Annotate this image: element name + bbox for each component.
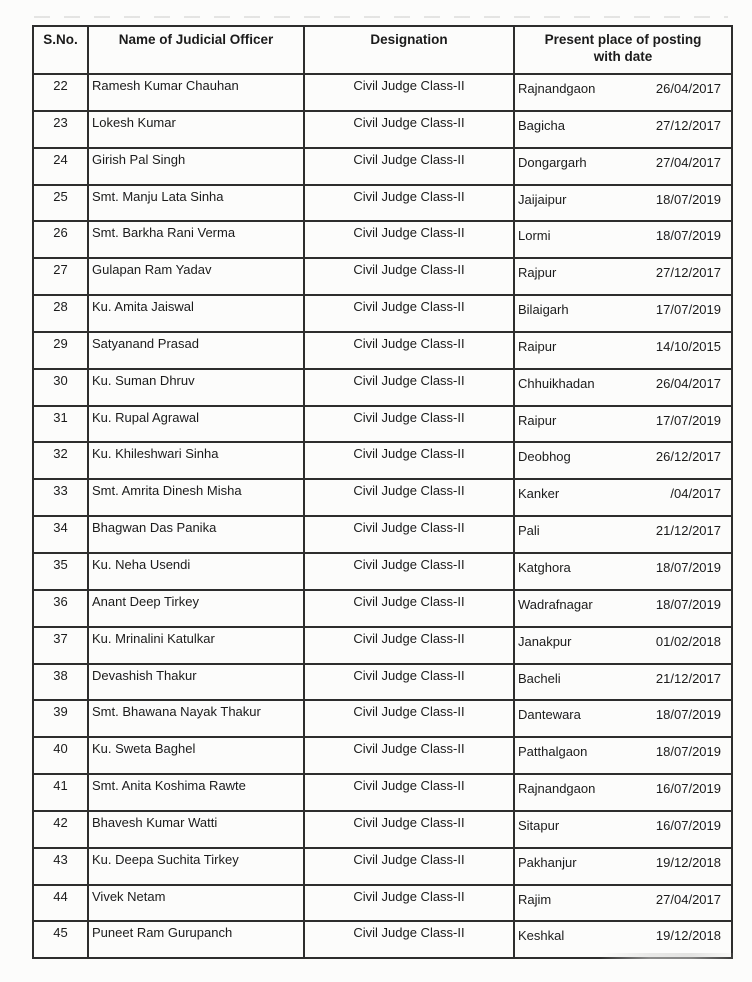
header-row — [33, 26, 732, 74]
cell-serial-number: 22 — [33, 74, 88, 111]
posting-wrap — [515, 594, 731, 613]
cell-posting — [514, 479, 732, 516]
cell-officer-name: Ku. Mrinalini Katulkar — [88, 627, 304, 664]
cell-officer-name: Anant Deep Tirkey — [88, 590, 304, 627]
cell-posting-date: 19/12/2018 — [655, 854, 721, 870]
posting-wrap — [515, 520, 731, 539]
cell-designation: Civil Judge Class-II — [304, 295, 514, 332]
posting-wrap — [515, 483, 731, 502]
cell-posting-place: Rajnandgaon — [518, 781, 596, 797]
cell-designation: Civil Judge Class-II — [304, 737, 514, 774]
cell-posting — [514, 406, 732, 443]
cell-serial-number: 27 — [33, 258, 88, 295]
cell-posting-place: Dantewara — [518, 707, 581, 723]
cell-posting — [514, 700, 732, 737]
cell-posting-date: 17/07/2019 — [655, 412, 721, 428]
cell-posting-place: Rajnandgaon — [518, 81, 596, 96]
cell-designation: Civil Judge Class-II — [304, 369, 514, 406]
posting-wrap — [515, 778, 731, 797]
cell-posting-place: Pakhanjur — [518, 854, 577, 870]
cell-posting-date: 21/12/2017 — [655, 670, 721, 686]
cell-designation: Civil Judge Class-II — [304, 442, 514, 479]
header-sno: S.No. — [33, 26, 88, 74]
cell-posting-date: 26/12/2017 — [655, 449, 721, 465]
cell-posting-place: Bilaigarh — [518, 302, 569, 318]
cell-serial-number: 38 — [33, 664, 88, 701]
posting-wrap — [515, 152, 731, 171]
cell-posting — [514, 185, 732, 222]
posting-wrap — [515, 668, 731, 687]
cell-designation: Civil Judge Class-II — [304, 74, 514, 111]
cell-posting — [514, 369, 732, 406]
header-place-line1: Present place of posting — [544, 32, 702, 47]
cell-serial-number: 43 — [33, 848, 88, 885]
posting-wrap — [515, 299, 731, 318]
table-row — [33, 737, 732, 774]
cell-designation: Civil Judge Class-II — [304, 406, 514, 443]
table-row — [33, 369, 732, 406]
cell-designation: Civil Judge Class-II — [304, 258, 514, 295]
cell-posting-place: Patthalgaon — [518, 744, 588, 760]
cell-posting — [514, 148, 732, 185]
posting-wrap — [515, 741, 731, 760]
cell-posting-date: /04/2017 — [670, 486, 721, 502]
cell-posting — [514, 553, 732, 590]
judicial-officers-table — [32, 25, 733, 959]
cell-designation: Civil Judge Class-II — [304, 885, 514, 922]
table-row — [33, 111, 732, 148]
cell-posting-place: Sitapur — [518, 817, 560, 833]
table-row — [33, 811, 732, 848]
cell-serial-number: 23 — [33, 111, 88, 148]
table-row — [33, 516, 732, 553]
cell-officer-name: Ku. Amita Jaiswal — [88, 295, 304, 332]
posting-wrap — [515, 446, 731, 465]
cell-posting-date: 18/07/2019 — [655, 596, 721, 612]
cell-posting-date: 18/07/2019 — [655, 191, 721, 207]
cell-posting — [514, 811, 732, 848]
cell-posting-place: Raipur — [518, 412, 557, 428]
cell-posting — [514, 664, 732, 701]
cell-posting-date: 27/12/2017 — [655, 117, 721, 133]
cell-officer-name: Devashish Thakur — [88, 664, 304, 701]
posting-wrap — [515, 336, 731, 355]
posting-wrap — [515, 704, 731, 723]
table-row — [33, 774, 732, 811]
cell-posting-place: Chhuikhadan — [518, 375, 595, 391]
posting-wrap — [515, 189, 731, 208]
cell-serial-number: 39 — [33, 700, 88, 737]
cell-officer-name: Bhavesh Kumar Watti — [88, 811, 304, 848]
cell-serial-number: 32 — [33, 442, 88, 479]
table-row — [33, 479, 732, 516]
cell-officer-name: Smt. Barkha Rani Verma — [88, 221, 304, 258]
table-row — [33, 221, 732, 258]
cell-designation: Civil Judge Class-II — [304, 774, 514, 811]
cell-posting-place: Katghora — [518, 559, 571, 575]
cell-serial-number: 35 — [33, 553, 88, 590]
cell-posting-date: 27/12/2017 — [655, 265, 721, 281]
cell-posting-date: 18/07/2019 — [655, 559, 721, 575]
table-row — [33, 700, 732, 737]
cell-officer-name: Vivek Netam — [88, 885, 304, 922]
table-row — [33, 74, 732, 111]
cell-serial-number: 45 — [33, 921, 88, 958]
cell-serial-number: 44 — [33, 885, 88, 922]
cell-serial-number: 42 — [33, 811, 88, 848]
cell-officer-name: Smt. Bhawana Nayak Thakur — [88, 700, 304, 737]
cell-posting-place: Rajim — [518, 891, 552, 907]
cell-posting-date: 18/07/2019 — [655, 228, 721, 244]
table-row — [33, 295, 732, 332]
cell-designation: Civil Judge Class-II — [304, 700, 514, 737]
cell-officer-name: Ku. Sweta Baghel — [88, 737, 304, 774]
cell-officer-name: Smt. Anita Koshima Rawte — [88, 774, 304, 811]
cell-officer-name: Satyanand Prasad — [88, 332, 304, 369]
table-row — [33, 590, 732, 627]
cell-serial-number: 28 — [33, 295, 88, 332]
cell-serial-number: 24 — [33, 148, 88, 185]
table-row — [33, 442, 732, 479]
cell-officer-name: Ku. Khileshwari Sinha — [88, 442, 304, 479]
cell-designation: Civil Judge Class-II — [304, 553, 514, 590]
cell-posting-place: Lormi — [518, 228, 551, 244]
cell-posting — [514, 885, 732, 922]
cell-posting — [514, 295, 732, 332]
cell-serial-number: 33 — [33, 479, 88, 516]
cell-serial-number: 41 — [33, 774, 88, 811]
posting-wrap — [515, 631, 731, 650]
table-body — [33, 74, 732, 958]
cell-officer-name: Ku. Deepa Suchita Tirkey — [88, 848, 304, 885]
cell-designation: Civil Judge Class-II — [304, 627, 514, 664]
header-designation: Designation — [304, 26, 514, 74]
cell-officer-name: Smt. Manju Lata Sinha — [88, 185, 304, 222]
posting-wrap — [515, 78, 731, 97]
cell-serial-number: 37 — [33, 627, 88, 664]
cell-designation: Civil Judge Class-II — [304, 811, 514, 848]
posting-wrap — [515, 373, 731, 392]
cell-posting-date: 19/12/2018 — [655, 928, 721, 944]
cell-posting — [514, 737, 732, 774]
cell-serial-number: 36 — [33, 590, 88, 627]
cell-posting — [514, 590, 732, 627]
posting-wrap — [515, 225, 731, 244]
cell-posting — [514, 221, 732, 258]
cell-posting-date: 16/07/2019 — [655, 817, 721, 833]
scan-artifact-bottom — [600, 953, 740, 959]
cell-posting-place: Pali — [518, 523, 540, 539]
cell-posting-date: 18/07/2019 — [655, 707, 721, 723]
cell-posting-date: 27/04/2017 — [655, 154, 721, 170]
table-row — [33, 848, 732, 885]
cell-serial-number: 30 — [33, 369, 88, 406]
cell-serial-number: 31 — [33, 406, 88, 443]
cell-officer-name: Ramesh Kumar Chauhan — [88, 74, 304, 111]
cell-posting — [514, 848, 732, 885]
cell-posting-place: Bacheli — [518, 670, 561, 686]
cell-serial-number: 29 — [33, 332, 88, 369]
posting-wrap — [515, 889, 731, 908]
cell-posting-place: Deobhog — [518, 449, 571, 465]
posting-wrap — [515, 852, 731, 871]
cell-officer-name: Smt. Amrita Dinesh Misha — [88, 479, 304, 516]
table-row — [33, 332, 732, 369]
cell-posting-date: 17/07/2019 — [655, 302, 721, 318]
cell-posting — [514, 258, 732, 295]
cell-posting-date: 18/07/2019 — [655, 744, 721, 760]
posting-wrap — [515, 262, 731, 281]
cell-designation: Civil Judge Class-II — [304, 111, 514, 148]
scan-artifact-top — [34, 16, 728, 18]
cell-posting — [514, 332, 732, 369]
cell-posting-place: Keshkal — [518, 928, 565, 944]
cell-officer-name: Lokesh Kumar — [88, 111, 304, 148]
cell-officer-name: Ku. Neha Usendi — [88, 553, 304, 590]
cell-posting-place: Janakpur — [518, 633, 572, 649]
cell-posting-date: 16/07/2019 — [655, 781, 721, 797]
cell-posting — [514, 774, 732, 811]
table-row — [33, 258, 732, 295]
cell-designation: Civil Judge Class-II — [304, 921, 514, 958]
cell-posting-date: 01/02/2018 — [655, 633, 721, 649]
cell-posting — [514, 111, 732, 148]
table-row — [33, 553, 732, 590]
cell-posting-date: 27/04/2017 — [655, 891, 721, 907]
cell-posting-place: Wadrafnagar — [518, 596, 593, 612]
table-row — [33, 885, 732, 922]
cell-serial-number: 26 — [33, 221, 88, 258]
cell-posting-place: Raipur — [518, 338, 557, 354]
cell-designation: Civil Judge Class-II — [304, 848, 514, 885]
posting-wrap — [515, 410, 731, 429]
cell-posting-place: Dongargarh — [518, 154, 587, 170]
cell-officer-name: Ku. Suman Dhruv — [88, 369, 304, 406]
posting-wrap — [515, 557, 731, 576]
cell-posting — [514, 442, 732, 479]
posting-wrap — [515, 925, 731, 944]
cell-posting-place: Jaijaipur — [518, 191, 567, 207]
cell-officer-name: Puneet Ram Gurupanch — [88, 921, 304, 958]
cell-posting-date: 21/12/2017 — [655, 523, 721, 539]
cell-posting-place: Bagicha — [518, 117, 565, 133]
cell-designation: Civil Judge Class-II — [304, 590, 514, 627]
cell-officer-name: Gulapan Ram Yadav — [88, 258, 304, 295]
cell-posting-date: 26/04/2017 — [655, 375, 721, 391]
table-row — [33, 664, 732, 701]
header-name: Name of Judicial Officer — [88, 26, 304, 74]
cell-designation: Civil Judge Class-II — [304, 221, 514, 258]
cell-officer-name: Girish Pal Singh — [88, 148, 304, 185]
cell-posting-date: 14/10/2015 — [655, 338, 721, 354]
table-header — [33, 26, 732, 74]
cell-designation: Civil Judge Class-II — [304, 479, 514, 516]
cell-officer-name: Bhagwan Das Panika — [88, 516, 304, 553]
header-place — [514, 26, 732, 74]
table-row — [33, 148, 732, 185]
table-row — [33, 406, 732, 443]
table-row — [33, 627, 732, 664]
header-place-line2: with date — [593, 48, 653, 64]
cell-designation: Civil Judge Class-II — [304, 332, 514, 369]
cell-serial-number: 34 — [33, 516, 88, 553]
table-row — [33, 185, 732, 222]
posting-wrap — [515, 115, 731, 134]
cell-posting-place: Kanker — [518, 486, 560, 502]
cell-designation: Civil Judge Class-II — [304, 185, 514, 222]
posting-wrap — [515, 815, 731, 834]
cell-posting — [514, 516, 732, 553]
cell-posting-date: 26/04/2017 — [655, 81, 721, 96]
cell-posting — [514, 627, 732, 664]
cell-serial-number: 25 — [33, 185, 88, 222]
cell-posting-place: Rajpur — [518, 265, 557, 281]
cell-designation: Civil Judge Class-II — [304, 148, 514, 185]
cell-designation: Civil Judge Class-II — [304, 664, 514, 701]
cell-serial-number: 40 — [33, 737, 88, 774]
cell-designation: Civil Judge Class-II — [304, 516, 514, 553]
cell-posting — [514, 74, 732, 111]
cell-officer-name: Ku. Rupal Agrawal — [88, 406, 304, 443]
